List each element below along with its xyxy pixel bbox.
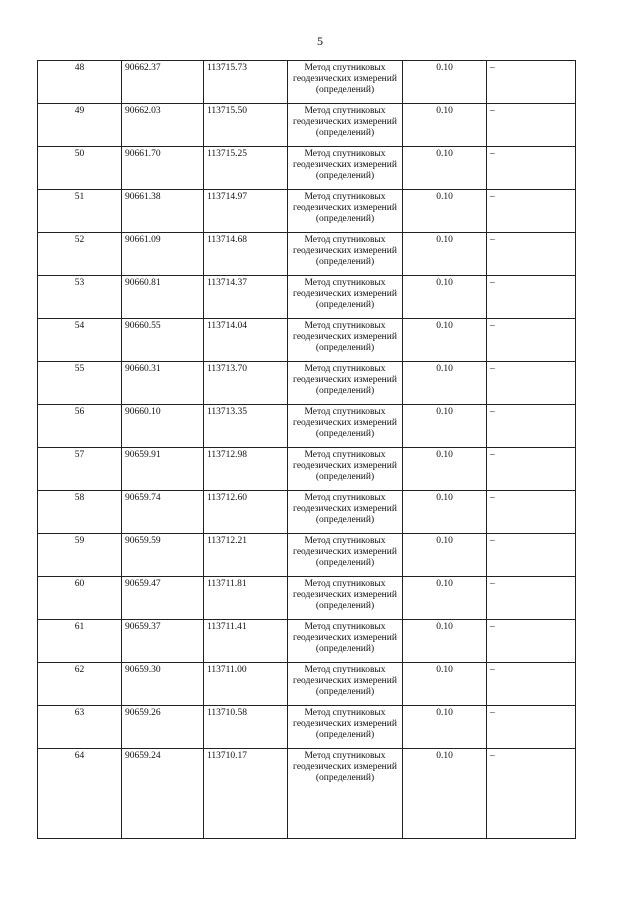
- table-row: [38, 663, 576, 706]
- x-coordinate-cell: 90659.47: [122, 577, 204, 620]
- table-row: [38, 405, 576, 448]
- description-cell: –: [487, 577, 576, 620]
- x-coordinate-cell: 90659.91: [122, 448, 204, 491]
- y-coordinate-cell: 113712.21: [204, 534, 288, 577]
- description-cell: –: [487, 620, 576, 663]
- y-coordinate-cell: 113715.50: [204, 104, 288, 147]
- point-number-cell: 49: [38, 104, 122, 147]
- method-cell: Метод спутниковых геодезических измерений (определений): [288, 276, 403, 319]
- x-coordinate-cell: 90659.30: [122, 663, 204, 706]
- y-coordinate-cell: 113710.58: [204, 706, 288, 749]
- table-row: [38, 577, 576, 620]
- method-cell: Метод спутниковых геодезических измерений (определений): [288, 448, 403, 491]
- description-cell: –: [487, 749, 576, 839]
- accuracy-cell: 0.10: [403, 190, 487, 233]
- y-coordinate-cell: 113713.70: [204, 362, 288, 405]
- point-number-cell: 60: [38, 577, 122, 620]
- x-coordinate-cell: 90661.70: [122, 147, 204, 190]
- point-number-cell: 62: [38, 663, 122, 706]
- point-number-cell: 52: [38, 233, 122, 276]
- method-cell: Метод спутниковых геодезических измерений (определений): [288, 491, 403, 534]
- accuracy-cell: 0.10: [403, 147, 487, 190]
- accuracy-cell: 0.10: [403, 620, 487, 663]
- description-cell: –: [487, 319, 576, 362]
- x-coordinate-cell: 90661.09: [122, 233, 204, 276]
- x-coordinate-cell: 90662.03: [122, 104, 204, 147]
- y-coordinate-cell: 113714.04: [204, 319, 288, 362]
- x-coordinate-cell: 90660.81: [122, 276, 204, 319]
- accuracy-cell: 0.10: [403, 276, 487, 319]
- y-coordinate-cell: 113715.25: [204, 147, 288, 190]
- point-number-cell: 64: [38, 749, 122, 839]
- x-coordinate-cell: 90659.74: [122, 491, 204, 534]
- point-number-cell: 56: [38, 405, 122, 448]
- point-number-cell: 58: [38, 491, 122, 534]
- description-cell: –: [487, 104, 576, 147]
- y-coordinate-cell: 113711.41: [204, 620, 288, 663]
- description-cell: –: [487, 405, 576, 448]
- description-cell: –: [487, 190, 576, 233]
- method-cell: Метод спутниковых геодезических измерений (определений): [288, 534, 403, 577]
- table-row: [38, 362, 576, 405]
- table-row: [38, 448, 576, 491]
- method-cell: Метод спутниковых геодезических измерений (определений): [288, 362, 403, 405]
- method-cell: Метод спутниковых геодезических измерений (определений): [288, 620, 403, 663]
- description-cell: –: [487, 362, 576, 405]
- x-coordinate-cell: 90659.24: [122, 749, 204, 839]
- table-row: [38, 620, 576, 663]
- table-row: [38, 706, 576, 749]
- x-coordinate-cell: 90660.55: [122, 319, 204, 362]
- accuracy-cell: 0.10: [403, 663, 487, 706]
- point-number-cell: 59: [38, 534, 122, 577]
- table-row: [38, 233, 576, 276]
- description-cell: –: [487, 706, 576, 749]
- method-cell: Метод спутниковых геодезических измерений (определений): [288, 190, 403, 233]
- table-row: [38, 276, 576, 319]
- x-coordinate-cell: 90659.37: [122, 620, 204, 663]
- method-cell: Метод спутниковых геодезических измерений (определений): [288, 233, 403, 276]
- description-cell: –: [487, 663, 576, 706]
- y-coordinate-cell: 113710.17: [204, 749, 288, 839]
- accuracy-cell: 0.10: [403, 534, 487, 577]
- y-coordinate-cell: 113715.73: [204, 61, 288, 104]
- accuracy-cell: 0.10: [403, 61, 487, 104]
- y-coordinate-cell: 113713.35: [204, 405, 288, 448]
- accuracy-cell: 0.10: [403, 577, 487, 620]
- table-row: [38, 147, 576, 190]
- x-coordinate-cell: 90659.26: [122, 706, 204, 749]
- point-number-cell: 55: [38, 362, 122, 405]
- accuracy-cell: 0.10: [403, 362, 487, 405]
- point-number-cell: 53: [38, 276, 122, 319]
- y-coordinate-cell: 113714.68: [204, 233, 288, 276]
- description-cell: –: [487, 61, 576, 104]
- point-number-cell: 51: [38, 190, 122, 233]
- method-cell: Метод спутниковых геодезических измерений (определений): [288, 319, 403, 362]
- point-number-cell: 54: [38, 319, 122, 362]
- method-cell: Метод спутниковых геодезических измерений (определений): [288, 749, 403, 839]
- method-cell: Метод спутниковых геодезических измерений (определений): [288, 577, 403, 620]
- accuracy-cell: 0.10: [403, 706, 487, 749]
- accuracy-cell: 0.10: [403, 448, 487, 491]
- point-number-cell: 57: [38, 448, 122, 491]
- table-row: [38, 534, 576, 577]
- coordinates-table: [37, 60, 576, 839]
- page-number: 5: [317, 34, 323, 48]
- coordinates-table-body: [38, 61, 576, 839]
- description-cell: –: [487, 276, 576, 319]
- accuracy-cell: 0.10: [403, 233, 487, 276]
- method-cell: Метод спутниковых геодезических измерений (определений): [288, 104, 403, 147]
- method-cell: Метод спутниковых геодезических измерений (определений): [288, 405, 403, 448]
- y-coordinate-cell: 113711.00: [204, 663, 288, 706]
- method-cell: Метод спутниковых геодезических измерений (определений): [288, 147, 403, 190]
- accuracy-cell: 0.10: [403, 319, 487, 362]
- x-coordinate-cell: 90659.59: [122, 534, 204, 577]
- y-coordinate-cell: 113711.81: [204, 577, 288, 620]
- description-cell: –: [487, 448, 576, 491]
- point-number-cell: 48: [38, 61, 122, 104]
- accuracy-cell: 0.10: [403, 405, 487, 448]
- accuracy-cell: 0.10: [403, 104, 487, 147]
- method-cell: Метод спутниковых геодезических измерений (определений): [288, 61, 403, 104]
- accuracy-cell: 0.10: [403, 491, 487, 534]
- method-cell: Метод спутниковых геодезических измерений (определений): [288, 706, 403, 749]
- y-coordinate-cell: 113712.98: [204, 448, 288, 491]
- point-number-cell: 63: [38, 706, 122, 749]
- x-coordinate-cell: 90661.38: [122, 190, 204, 233]
- point-number-cell: 61: [38, 620, 122, 663]
- description-cell: –: [487, 233, 576, 276]
- description-cell: –: [487, 491, 576, 534]
- x-coordinate-cell: 90660.10: [122, 405, 204, 448]
- x-coordinate-cell: 90660.31: [122, 362, 204, 405]
- table-row: [38, 749, 576, 839]
- description-cell: –: [487, 534, 576, 577]
- table-row: [38, 61, 576, 104]
- point-number-cell: 50: [38, 147, 122, 190]
- method-cell: Метод спутниковых геодезических измерений (определений): [288, 663, 403, 706]
- y-coordinate-cell: 113712.60: [204, 491, 288, 534]
- table-row: [38, 491, 576, 534]
- table-row: [38, 190, 576, 233]
- x-coordinate-cell: 90662.37: [122, 61, 204, 104]
- description-cell: –: [487, 147, 576, 190]
- y-coordinate-cell: 113714.97: [204, 190, 288, 233]
- y-coordinate-cell: 113714.37: [204, 276, 288, 319]
- accuracy-cell: 0.10: [403, 749, 487, 839]
- table-row: [38, 319, 576, 362]
- table-row: [38, 104, 576, 147]
